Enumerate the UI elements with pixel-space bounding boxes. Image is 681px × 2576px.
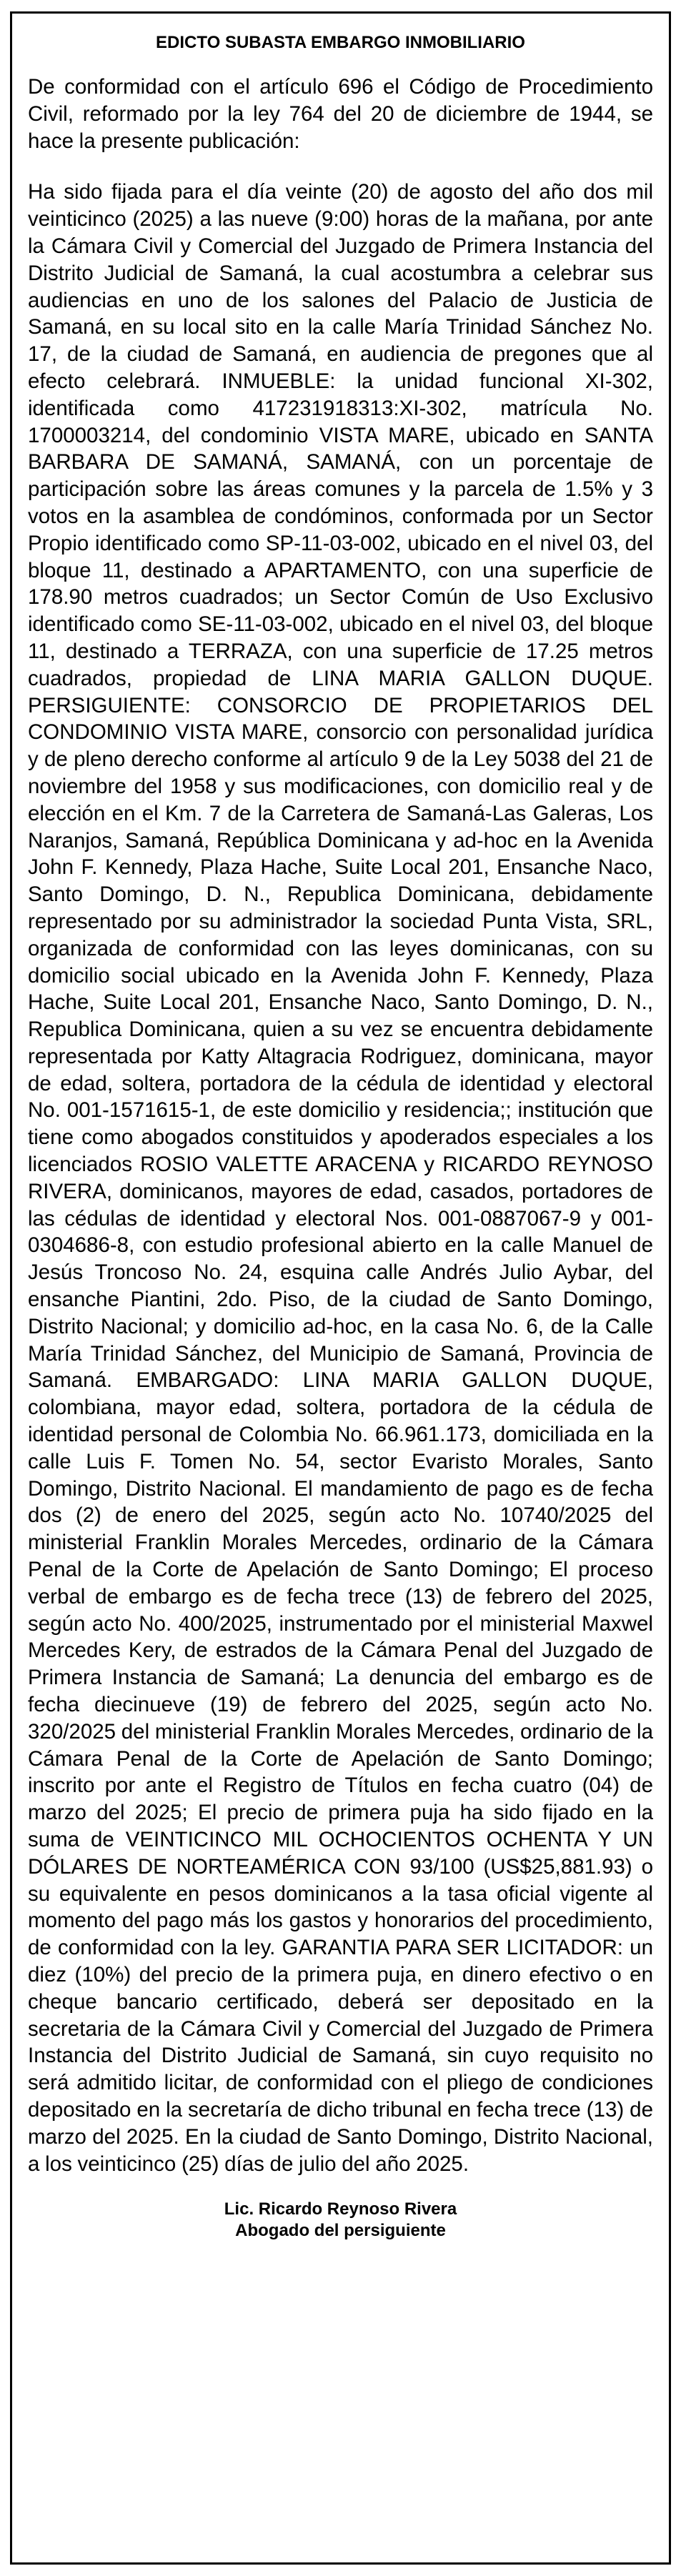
- notice-intro-paragraph: De conformidad con el artículo 696 el Código de Procedimiento Civil, reformado por la ley 764 del 20 de diciembre de 1944, se hace la presente publicación:: [28, 75, 653, 153]
- signature-name: Lic. Ricardo Reynoso Rivera: [224, 2199, 457, 2219]
- edict-notice-box: [10, 11, 671, 2565]
- notice-body-paragraph: Ha sido fijada para el día veinte (20) de agosto del año dos mil veinticinco (2025) a las nueve (9:00) horas de la mañana, por ante la Cámara Civil y Comercial del Juzgado de Primera Instancia del Distrito Judicial de Samaná, la cual acostumbra a celebrar sus audiencias en uno de los salones del Palacio de Justicia de Samaná, en su local sito en la calle María Trinidad Sánchez No. 17, de la ciudad de Samaná, en audiencia de pregones que al efecto celebrará. INMUEBLE: la unidad funcional XI-302, identificada como 417231918313:XI-302, matrícula No. 1700003214, del condominio VISTA MARE, ubicado en SANTA BARBARA DE SAMANÁ, SAMANÁ, con un porcentaje de participación sobre las áreas comunes y la parcela de 1.5% y 3 votos en la asamblea de condóminos, conformada por un Sector Propio identificado como SP-11-03-002, ubicado en el nivel 03, del bloque 11, destinado a APARTAMENTO, con una superficie de 178.90 metros cuadrados; un Sector Común de Uso Exclusivo identificado como SE-11-03-002, ubicado en el nivel 03, del bloque 11, destinado a TERRAZA, con una superficie de 17.25 metros cuadrados, propiedad de LINA MARIA GALLON DUQUE. PERSIGUIENTE: CONSORCIO DE PROPIETARIOS DEL CONDOMINIO VISTA MARE, consorcio con personalidad jurídica y de pleno derecho conforme al artículo 9 de la Ley 5038 del 21 de noviembre del 1958 y sus modificaciones, con domicilio real y de elección en el Km. 7 de la Carretera de Samaná-Las Galeras, Los Naranjos, Samaná, República Dominicana y ad-hoc en la Avenida John F. Kennedy, Plaza Hache, Suite Local 201, Ensanche Naco, Santo Domingo, D. N., Republica Dominicana, debidamente representado por su administrador la sociedad Punta Vista, SRL, organizada de conformidad con las leyes dominicanas, con su domicilio social ubicado en la Avenida John F. Kennedy, Plaza Hache, Suite Local 201, Ensanche Naco, Santo Domingo, D. N., Republica Dominicana, quien a su vez se encuentra debidamente representada por Katty Altagracia Rodriguez, dominicana, mayor de edad, soltera, portadora de la cédula de identidad y electoral No. 001-1571615-1, de este domicilio y residencia;; institución que tiene como abogados constituidos y apoderados especiales a los licenciados ROSIO VALETTE ARACENA y RICARDO REYNOSO RIVERA, dominicanos, mayores de edad, casados, portadores de las cédulas de identidad y electoral Nos. 001-0887067-9 y 001-0304686-8, con estudio profesional abierto en la calle Manuel de Jesús Troncoso No. 24, esquina calle Andrés Julio Aybar, del ensanche Piantini, 2do. Piso, de la ciudad de Santo Domingo, Distrito Nacional; y domicilio ad-hoc, en la casa No. 6, de la Calle María Trinidad Sánchez, del Municipio de Samaná, Provincia de Samaná. EMBARGADO: LINA MARIA GALLON DUQUE, colombiana, mayor edad, soltera, portadora de la cédula de identidad personal de Colombia No. 66.961.173, domiciliada en la calle Luis F. Tomen No. 54, sector Evaristo Morales, Santo Domingo, Distrito Nacional. El mandamiento de pago es de fecha dos (2) de enero del 2025, según acto No. 10740/2025 del ministerial Franklin Morales Mercedes, ordinario de la Cámara Penal de la Corte de Apelación de Santo Domingo; El proceso verbal de embargo es de fecha trece (13) de febrero del 2025, según acto No. 400/2025, instrumentado por el ministerial Maxwel Mercedes Kery, de estrados de la Cámara Penal del Juzgado de Primera Instancia de Samaná; La denuncia del embargo es de fecha diecinueve (19) de febrero del 2025, según acto No. 320/2025 del ministerial Franklin Morales Mercedes, ordinario de la Cámara Penal de la Corte de Apelación de Santo Domingo; inscrito por ante el Registro de Títulos en fecha cuatro (04) de marzo del 2025; El precio de primera puja ha sido fijado en la suma de VEINTICINCO MIL OCHOCIENTOS OCHENTA Y UN DÓLARES DE NORTEAMÉRICA CON 93/100 (US$25,881.93) o su equivalente en pesos dominicanos a la tasa oficial vigente al momento del pago más los gastos y honorarios del procedimiento, de conformidad con la ley. GARANTIA PARA SER LICITADOR: un diez (10%) del precio de la primera puja, en dinero efectivo o en cheque bancario certificado, deberá ser depositado en la secretaria de la Cámara Civil y Comercial del Juzgado de Primera Instancia del Distrito Judicial de Samaná, sin cuyo requisito no será admitido licitar, de conformidad con el pliego de condiciones depositado en la secretaría de dicho tribunal en fecha trece (13) de marzo del 2025. En la ciudad de Santo Domingo, Distrito Nacional, a los veinticinco (25) días de julio del año 2025.: [28, 180, 653, 2176]
- notice-title: EDICTO SUBASTA EMBARGO INMOBILIARIO: [156, 33, 525, 52]
- signature-role: Abogado del persiguiente: [235, 2221, 446, 2241]
- signature-block: [28, 2199, 653, 2242]
